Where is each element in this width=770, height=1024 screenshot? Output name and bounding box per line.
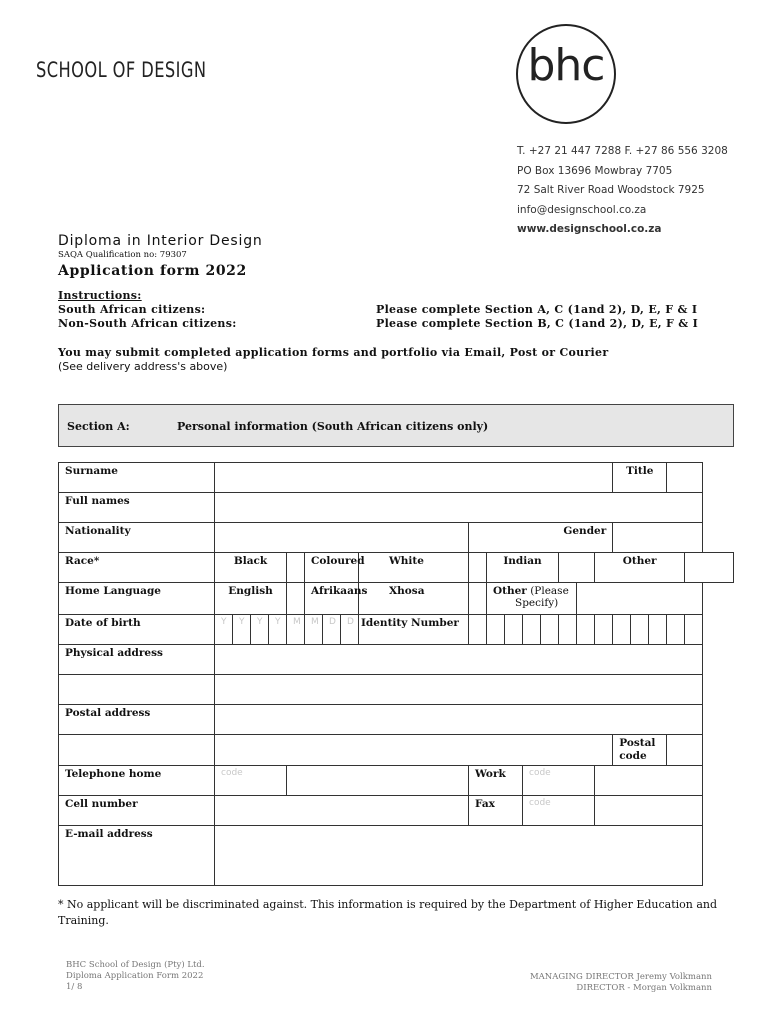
race-coloured-label: Coloured [305, 553, 359, 583]
id-digit-10[interactable] [631, 615, 649, 645]
row-physical-address-1 [59, 645, 734, 675]
submit-instruction: You may submit completed application forms and portfolio via Email, Post or Courier [58, 346, 609, 359]
dob-day-1[interactable]: D [323, 615, 341, 645]
diploma-title: Diploma in Interior Design [58, 233, 263, 249]
cell-number-label: Cell number [59, 796, 215, 826]
physical-address-field-2[interactable] [215, 675, 703, 705]
footer-left [66, 960, 205, 993]
nationality-label: Nationality [59, 523, 215, 553]
work-code[interactable]: code [523, 766, 595, 796]
race-white-label: White [359, 553, 469, 583]
sa-citizens-instruction: Please complete Section A, C (1and 2), D, E, F & I [376, 303, 698, 316]
id-digit-13[interactable] [685, 615, 703, 645]
physical-address-label: Physical address [59, 645, 215, 675]
postal-address-label: Postal address [59, 705, 215, 735]
postal-address-field-1[interactable] [215, 705, 703, 735]
race-indian-checkbox[interactable] [559, 553, 595, 583]
race-indian-label: Indian [487, 553, 559, 583]
full-names-label: Full names [59, 493, 215, 523]
race-black-checkbox[interactable] [287, 553, 305, 583]
footer-page-number: 1/ 8 [66, 982, 83, 992]
row-home-language [59, 583, 734, 615]
lang-afrikaans-label: Afrikaans [305, 583, 359, 615]
dob-day-2[interactable]: D [341, 615, 359, 645]
personal-info-form [58, 462, 734, 886]
id-digit-3[interactable] [505, 615, 523, 645]
email-field[interactable] [215, 826, 703, 886]
dob-month-2[interactable]: M [305, 615, 323, 645]
postal-code-label [613, 735, 667, 766]
dob-year-4[interactable]: Y [269, 615, 287, 645]
id-digit-9[interactable] [613, 615, 631, 645]
id-digit-4[interactable] [523, 615, 541, 645]
lang-other-note: (Please [530, 585, 569, 597]
postal-code-text-1: Postal [619, 737, 656, 749]
row-postal-address-2 [59, 735, 734, 766]
telephone-home-field[interactable] [287, 766, 469, 796]
postal-address-field-2[interactable] [215, 735, 613, 766]
fax-code[interactable]: code [523, 796, 595, 826]
gender-field[interactable] [613, 523, 703, 553]
cell-number-field[interactable] [215, 796, 469, 826]
row-email [59, 826, 734, 886]
telephone-home-code[interactable]: code [215, 766, 287, 796]
dob-year-2[interactable]: Y [233, 615, 251, 645]
footer-managing-director: MANAGING DIRECTOR Jeremy Volkmann [529, 972, 712, 982]
footer-right [440, 972, 712, 994]
surname-label: Surname [59, 463, 215, 493]
id-number-label: Identity Number [359, 615, 469, 645]
id-digit-2[interactable] [487, 615, 505, 645]
contact-phone: T. +27 21 447 7288 F. +27 86 556 3208 [517, 145, 728, 157]
telephone-home-label: Telephone home [59, 766, 215, 796]
lang-other-field[interactable] [577, 583, 703, 615]
row-date-of-birth [59, 615, 734, 645]
id-digit-5[interactable] [541, 615, 559, 645]
postal-code-field[interactable] [667, 735, 703, 766]
id-digit-7[interactable] [577, 615, 595, 645]
id-digit-11[interactable] [649, 615, 667, 645]
footer-director: DIRECTOR - Morgan Volkmann [576, 983, 712, 993]
full-names-field[interactable] [215, 493, 703, 523]
title-field[interactable] [667, 463, 703, 493]
id-digit-8[interactable] [595, 615, 613, 645]
physical-address-field-1[interactable] [215, 645, 703, 675]
postal-address-blank [59, 735, 215, 766]
title-label: Title [613, 463, 667, 493]
contact-address: 72 Salt River Road Woodstock 7925 [517, 184, 705, 196]
contact-email: info@designschool.co.za [517, 203, 647, 216]
fax-label: Fax [469, 796, 523, 826]
dob-year-3[interactable]: Y [251, 615, 269, 645]
lang-xhosa-label: Xhosa [359, 583, 469, 615]
footer-company: BHC School of Design (Pty) Ltd. [66, 960, 205, 970]
surname-field[interactable] [215, 463, 613, 493]
section-title: Personal information (South African citizens only) [177, 420, 489, 433]
work-field[interactable] [595, 766, 703, 796]
dob-month-1[interactable]: M [287, 615, 305, 645]
lang-other-note-2: Specify) [515, 597, 559, 609]
id-digit-6[interactable] [559, 615, 577, 645]
race-black-label: Black [215, 553, 287, 583]
lang-other-label [487, 583, 577, 615]
row-cell-number [59, 796, 734, 826]
nationality-field[interactable] [215, 523, 469, 553]
delivery-note: (See delivery address's above) [58, 360, 228, 373]
id-digit-1[interactable] [469, 615, 487, 645]
lang-english-label: English [215, 583, 287, 615]
email-label: E-mail address [59, 826, 215, 886]
dob-label: Date of birth [59, 615, 215, 645]
contact-block [517, 142, 728, 240]
race-white-checkbox[interactable] [469, 553, 487, 583]
dob-year-1[interactable]: Y [215, 615, 233, 645]
row-physical-address-2 [59, 675, 734, 705]
race-label: Race* [59, 553, 215, 583]
postal-code-text-2: code [619, 750, 647, 762]
home-language-label: Home Language [59, 583, 215, 615]
fax-field[interactable] [595, 796, 703, 826]
row-postal-address-1 [59, 705, 734, 735]
row-surname [59, 463, 734, 493]
form-title: Application form 2022 [58, 263, 247, 279]
instructions-heading: Instructions: [58, 289, 142, 302]
row-nationality [59, 523, 734, 553]
id-digit-12[interactable] [667, 615, 685, 645]
lang-xhosa-checkbox[interactable] [469, 583, 487, 615]
saqa-number: SAQA Qualification no: 79307 [58, 250, 187, 260]
contact-website: www.designschool.co.za [517, 223, 662, 235]
footer-doc-name: Diploma Application Form 2022 [66, 971, 204, 981]
race-other-label: Other [595, 553, 685, 583]
row-full-names [59, 493, 734, 523]
race-other-checkbox[interactable] [685, 553, 734, 583]
section-a-header [58, 404, 734, 447]
row-race [59, 553, 734, 583]
school-name-logo: SCHOOL OF DESIGN [36, 58, 207, 82]
non-sa-citizens-label: Non-South African citizens: [58, 317, 237, 330]
physical-address-blank [59, 675, 215, 705]
lang-other-text: Other [493, 585, 527, 597]
lang-english-checkbox[interactable] [287, 583, 305, 615]
contact-po-box: PO Box 13696 Mowbray 7705 [517, 164, 673, 177]
row-telephone [59, 766, 734, 796]
non-sa-citizens-instruction: Please complete Section B, C (1and 2), D, E, F & I [376, 317, 699, 330]
sa-citizens-label: South African citizens: [58, 303, 206, 316]
section-label: Section A: [67, 420, 130, 433]
gender-label: Gender [469, 523, 613, 553]
discrimination-footnote: * No applicant will be discriminated against. This information is required by the Department of Higher Education and Training. [58, 898, 718, 927]
bhc-logo-text: bhc [527, 40, 605, 91]
work-label: Work [469, 766, 523, 796]
